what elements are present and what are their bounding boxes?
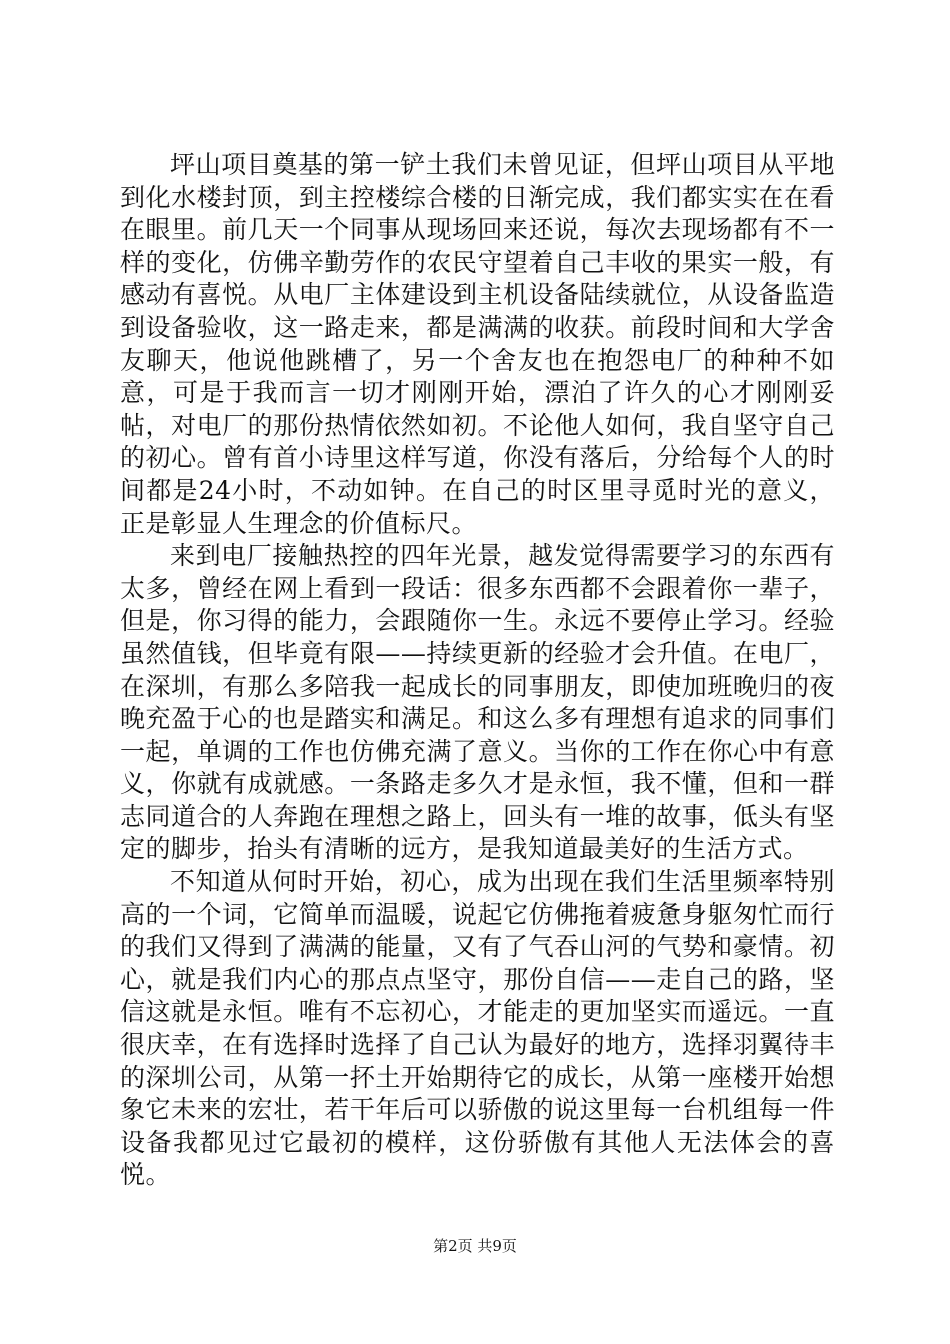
page-number: 第2页 共9页 bbox=[433, 1237, 517, 1255]
paragraph-2: 来到电厂接触热控的四年光景，越发觉得需要学习的东西有太多，曾经在网上看到一段话：很多东西都不会跟着你一辈子，但是，你习得的能力，会跟随你一生。永远不要停止学习。经验虽然值钱，但毕竟有限——持续更新的经验才会升值。在电厂，在深圳，有那么多陪我一起成长的同事朋友，即使加班晚归的夜晚充盈于心的也是踏实和满足。和这么多有理想有追求的同事们一起，单调的工作也仿佛充满了意义。当你的工作在你心中有意义，你就有成就感。一条路走多久才是永恒，我不懂，但和一群志同道合的人奔跑在理想之路上，回头有一堆的故事，低头有坚定的脚步，抬头有清晰的远方，是我知道最美好的生活方式。 bbox=[120, 541, 835, 864]
paragraph-3: 不知道从何时开始，初心，成为出现在我们生活里频率特别高的一个词，它简单而温暖，说起它仿佛拖着疲惫身躯匆忙而行的我们又得到了满满的能量，又有了气吞山河的气势和豪情。初心，就是我们内心的那点点坚守，那份自信——走自己的路，坚信这就是永恒。唯有不忘初心，才能走的更加坚实而遥远。一直很庆幸，在有选择时选择了自己认为最好的地方，选择羽翼待丰的深圳公司，从第一抔土开始期待它的成长，从第一座楼开始想象它未来的宏壮，若干年后可以骄傲的说这里每一台机组每一件设备我都见过它最初的模样，这份骄傲有其他人无法体会的喜悦。 bbox=[120, 867, 835, 1190]
paragraph-1: 坪山项目奠基的第一铲土我们未曾见证，但坪山项目从平地到化水楼封顶，到主控楼综合楼的日渐完成，我们都实实在在看在眼里。前几天一个同事从现场回来还说，每次去现场都有不一样的变化，仿佛辛勤劳作的农民守望着自己丰收的果实一般，有感动有喜悦。从电厂主体建设到主机设备陆续就位，从设备监造到设备验收，这一路走来，都是满满的收获。前段时间和大学舍友聊天，他说他跳槽了，另一个舍友也在抱怨电厂的种种不如意，可是于我而言一切才刚刚开始，漂泊了许久的心才刚刚妥帖，对电厂的那份热情依然如初。不论他人如何，我自坚守自己的初心。曾有首小诗里这样写道，你没有落后，分给每个人的时间都是24小时，不动如钟。在自己的时区里寻觅时光的意义，正是彰显人生理念的价值标尺。 bbox=[120, 150, 835, 538]
body-text bbox=[120, 149, 835, 1192]
page-footer bbox=[0, 1236, 950, 1256]
